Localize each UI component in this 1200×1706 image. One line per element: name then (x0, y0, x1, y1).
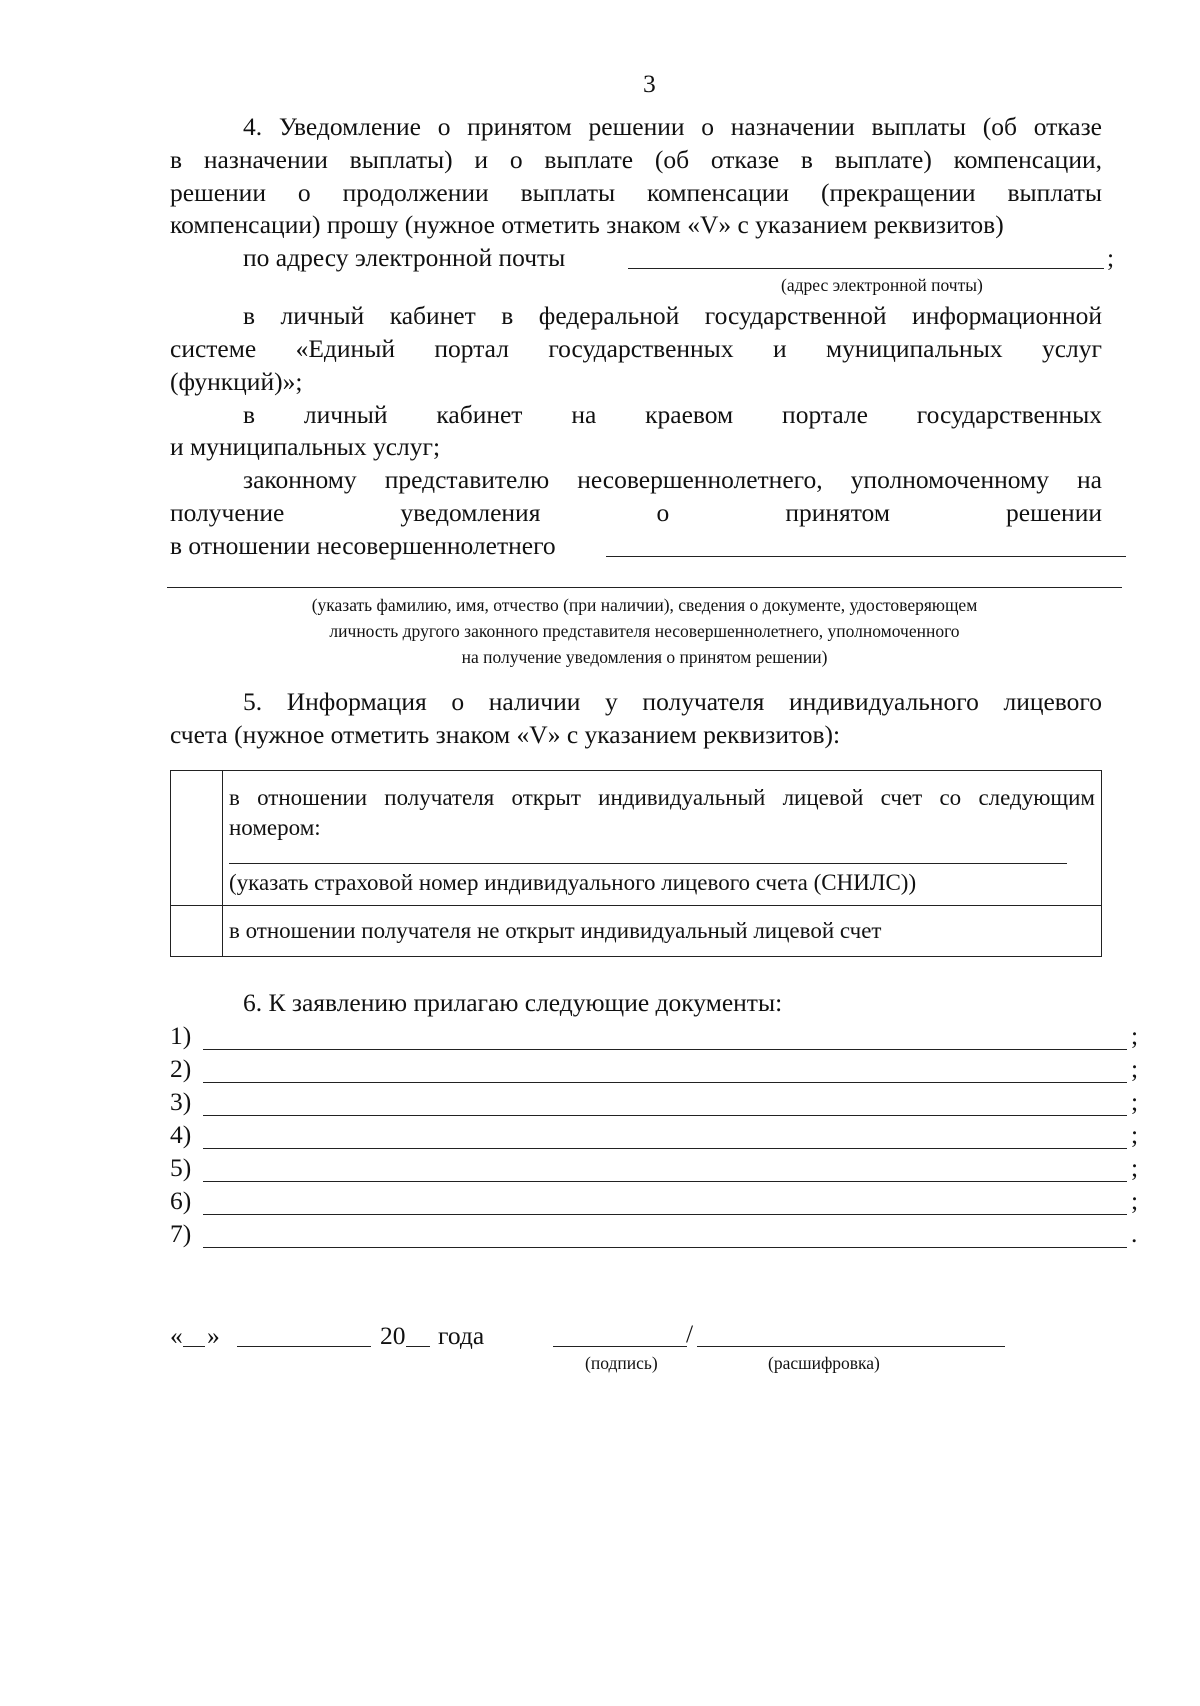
rep-caption-3: на получение уведомления о принятом решении) (461, 647, 828, 667)
account-open-cell (223, 771, 1102, 906)
doc-end-1: ; (1131, 1021, 1139, 1050)
account-table (170, 770, 1102, 957)
doc-num-4: 4) (170, 1120, 192, 1149)
email-caption: (адрес электронной почты) (781, 275, 983, 295)
section5-line-1: 5. Информация о наличии у получателя индивидуального лицевого (243, 687, 1102, 716)
page-number: 3 (643, 69, 656, 98)
gosuslugi-line-3: (функций)»; (170, 367, 303, 396)
decode-line[interactable] (697, 1346, 1005, 1347)
doc-end-4: ; (1131, 1120, 1139, 1149)
rep-line-3: в отношении несовершеннолетнего (170, 531, 556, 560)
rep-line-1: законному представителю несовершеннолетнего, уполномоченному на (243, 465, 1102, 494)
rep-input-line-2[interactable] (167, 587, 1122, 588)
date-month-line[interactable] (237, 1346, 371, 1347)
checkbox-account-not-open[interactable] (171, 906, 223, 957)
doc-end-3: ; (1131, 1087, 1139, 1116)
doc-num-2: 2) (170, 1054, 192, 1083)
email-input-line[interactable] (628, 268, 1104, 269)
section5-line-2: счета (нужное отметить знаком «V» с указанием реквизитов): (170, 720, 841, 749)
doc-num-1: 1) (170, 1021, 192, 1050)
rep-input-line-1[interactable] (606, 556, 1126, 557)
decode-caption: (расшифровка) (768, 1353, 880, 1373)
snils-caption: (указать страховой номер индивидуального лицевого счета (СНИЛС)) (229, 870, 917, 895)
date-year-prefix: 20 (380, 1321, 406, 1350)
section4-line-4: компенсации) прошу (нужное отметить знаком «V» с указанием реквизитов) (170, 210, 1004, 239)
signature-slash: / (686, 1319, 694, 1348)
section4-line-1: 4. Уведомление о принятом решении о назначении выплаты (об отказе (243, 112, 1102, 141)
gosuslugi-line-2: системе «Единый портал государственных и муниципальных услуг (170, 334, 1102, 363)
doc-input-line-1[interactable] (203, 1049, 1127, 1050)
account-row-open (171, 771, 1102, 906)
doc-end-7: . (1131, 1219, 1138, 1248)
rep-caption-1: (указать фамилию, имя, отчество (при наличии), сведения о документе, удостоверяющем (311, 595, 978, 615)
kraevoy-line-1: в личный кабинет на краевом портале государственных (243, 400, 1102, 429)
gosuslugi-line-1: в личный кабинет в федеральной государственной информационной (243, 301, 1102, 330)
date-close-quote: » (207, 1321, 220, 1350)
date-open-quote: « (170, 1321, 183, 1350)
email-label: по адресу электронной почты (243, 243, 566, 272)
date-day-line[interactable] (183, 1346, 205, 1347)
account-open-line-2: номером: (229, 815, 321, 840)
section4-line-2: в назначении выплаты) и о выплате (об отказе в выплате) компенсации, (170, 145, 1102, 174)
doc-num-7: 7) (170, 1219, 192, 1248)
doc-num-3: 3) (170, 1087, 192, 1116)
doc-input-line-5[interactable] (203, 1181, 1127, 1182)
account-not-open-cell (223, 906, 1102, 957)
snils-input-line[interactable] (229, 863, 1067, 864)
checkbox-account-open[interactable] (171, 771, 223, 906)
rep-caption-2: личность другого законного представителя несовершеннолетнего, уполномоченного (329, 621, 960, 641)
doc-end-2: ; (1131, 1054, 1139, 1083)
doc-input-line-2[interactable] (203, 1082, 1127, 1083)
doc-input-line-7[interactable] (203, 1247, 1127, 1248)
account-not-open-text: в отношении получателя не открыт индивидуальный лицевой счет (229, 918, 882, 943)
doc-num-6: 6) (170, 1186, 192, 1215)
account-open-line-1: в отношении получателя открыт индивидуальный лицевой счет со следующим (229, 785, 1095, 810)
account-row-not-open (171, 906, 1102, 957)
doc-input-line-6[interactable] (203, 1214, 1127, 1215)
kraevoy-line-2: и муниципальных услуг; (170, 432, 441, 461)
signature-caption: (подпись) (585, 1353, 658, 1373)
date-year-suffix: года (438, 1321, 485, 1350)
signature-line[interactable] (553, 1346, 687, 1347)
email-end: ; (1107, 243, 1115, 272)
section6-heading: 6. К заявлению прилагаю следующие документы: (243, 988, 783, 1017)
rep-line-2: получение уведомления о принятом решении (170, 498, 1102, 527)
doc-end-6: ; (1131, 1186, 1139, 1215)
doc-input-line-3[interactable] (203, 1115, 1127, 1116)
date-year-line[interactable] (406, 1346, 430, 1347)
doc-end-5: ; (1131, 1153, 1139, 1182)
section4-line-3: решении о продолжении выплаты компенсации (прекращении выплаты (170, 178, 1102, 207)
doc-num-5: 5) (170, 1153, 192, 1182)
doc-input-line-4[interactable] (203, 1148, 1127, 1149)
